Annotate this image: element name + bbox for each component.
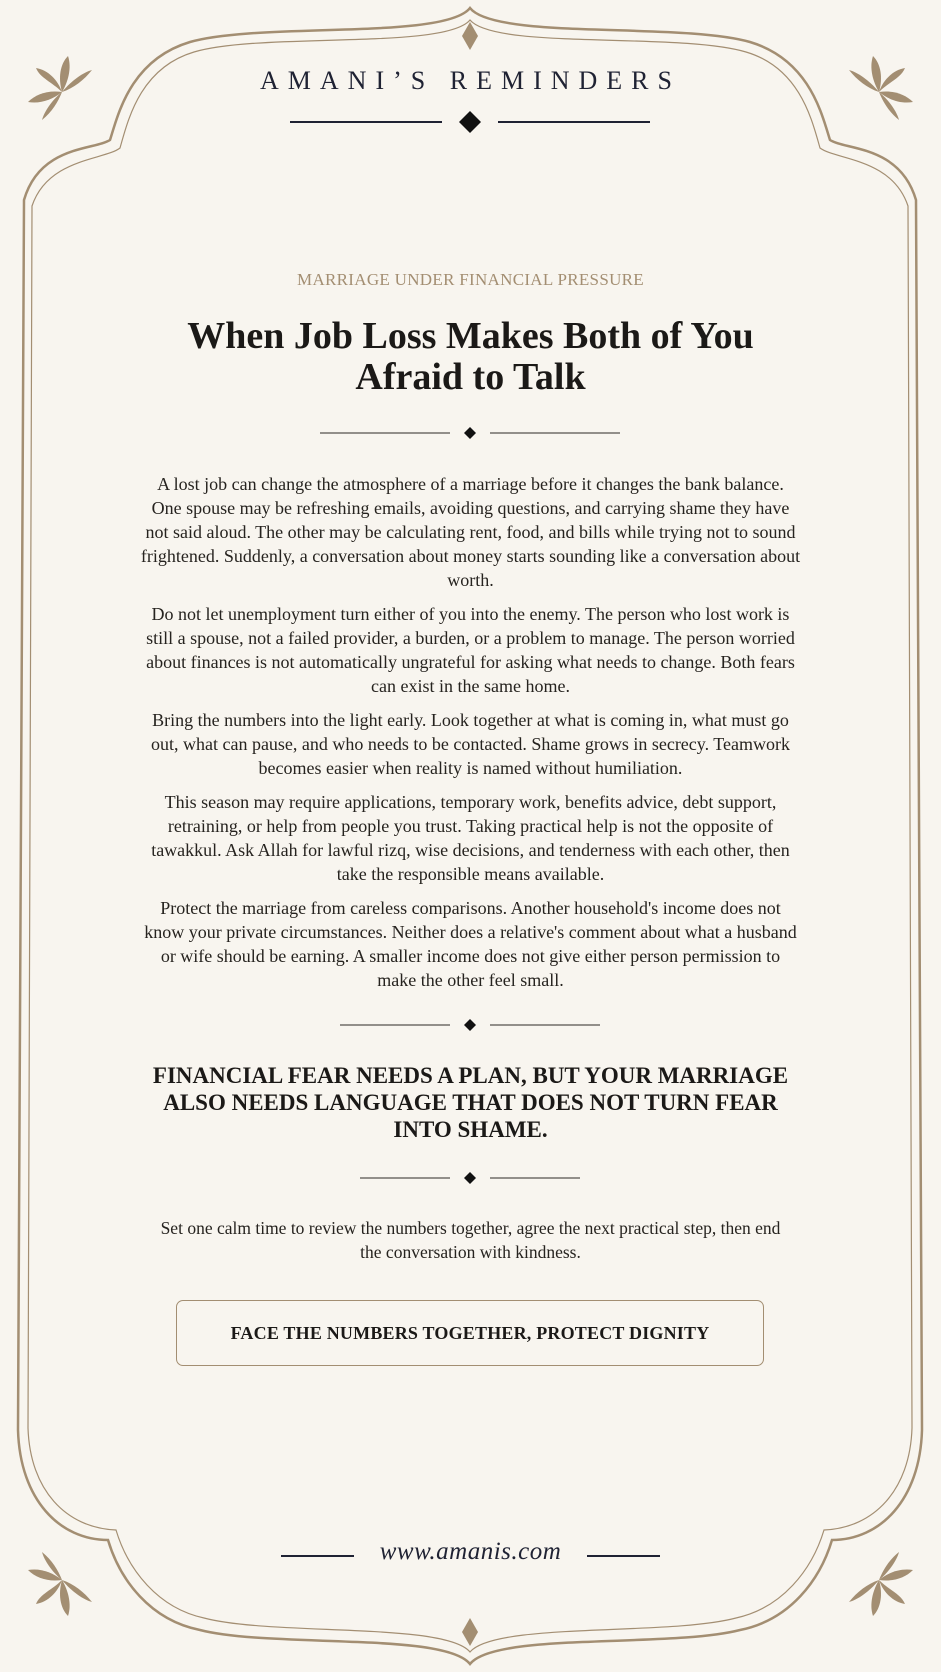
category-label: MARRIAGE UNDER FINANCIAL PRESSURE [297, 270, 644, 289]
diamond-ornament-icon [464, 1019, 476, 1031]
diamond-ornament-icon [459, 111, 481, 133]
frame-bottom-diamond-icon [462, 1618, 478, 1646]
quote-top-divider [340, 1019, 600, 1031]
website-link[interactable]: www.amanis.com [379, 1538, 562, 1565]
cta-button-label: FACE THE NUMBERS TOGETHER, PROTECT DIGNITY [230, 1322, 710, 1343]
title-divider [320, 427, 620, 439]
frame-top-diamond-icon [462, 22, 478, 50]
body-paragraph: A lost job can change the atmosphere of a marriage before it changes the bank balance. One spouse may be refreshing emails, avoiding questions, and carrying shame they have not said aloud. The other may be calculating rent, food, and bills while trying not to sound frightened. Suddenly, a conversation about money starts sounding like a conversation about worth. [140, 474, 801, 590]
action-note: Set one calm time to review the numbers together, agree the next practical step, then end the conversation with kindness. [160, 1218, 781, 1262]
body-paragraph: Protect the marriage from careless comparisons. Another household's income does not know your private circumstances. Neither does a relative's comment about what a husband or wife should be earning. A smaller income does not give either person permission to make the other feel small. [144, 898, 797, 990]
diamond-ornament-icon [464, 427, 476, 439]
page-title [0, 316, 941, 398]
body-paragraph: Bring the numbers into the light early. Look together at what is coming in, what must go out, what can pause, and who needs to be contacted. Shame grows in secrecy. Teamwork becomes easier when reality is named without humiliation. [150, 710, 791, 778]
article-body [140, 472, 801, 1002]
brand-divider [290, 111, 650, 133]
pull-quote: FINANCIAL FEAR NEEDS A PLAN, BUT YOUR MARRIAGE ALSO NEEDS LANGUAGE THAT DOES NOT TURN FEAR INTO SHAME. [152, 1063, 789, 1142]
title-line: Afraid to Talk [355, 356, 586, 398]
diamond-ornament-icon [464, 1172, 476, 1184]
body-paragraph: Do not let unemployment turn either of you into the enemy. The person who lost work is still a spouse, not a failed provider, a burden, or a problem to manage. The person worried about finances is not automatically ungrateful for asking what needs to change. Both fears can exist in the same home. [146, 604, 795, 696]
body-paragraph: This season may require applications, temporary work, benefits advice, debt support, retraining, or help from people you trust. Taking practical help is not the opposite of tawakkul. Ask Allah for lawful rizq, wise decisions, and tenderness with each other, then take the responsible means available. [151, 792, 790, 884]
cta-button[interactable] [176, 1300, 764, 1366]
brand-name: AMANI’S REMINDERS [260, 66, 681, 95]
title-line: When Job Loss Makes Both of You [187, 315, 754, 357]
quote-bottom-divider [360, 1172, 580, 1184]
